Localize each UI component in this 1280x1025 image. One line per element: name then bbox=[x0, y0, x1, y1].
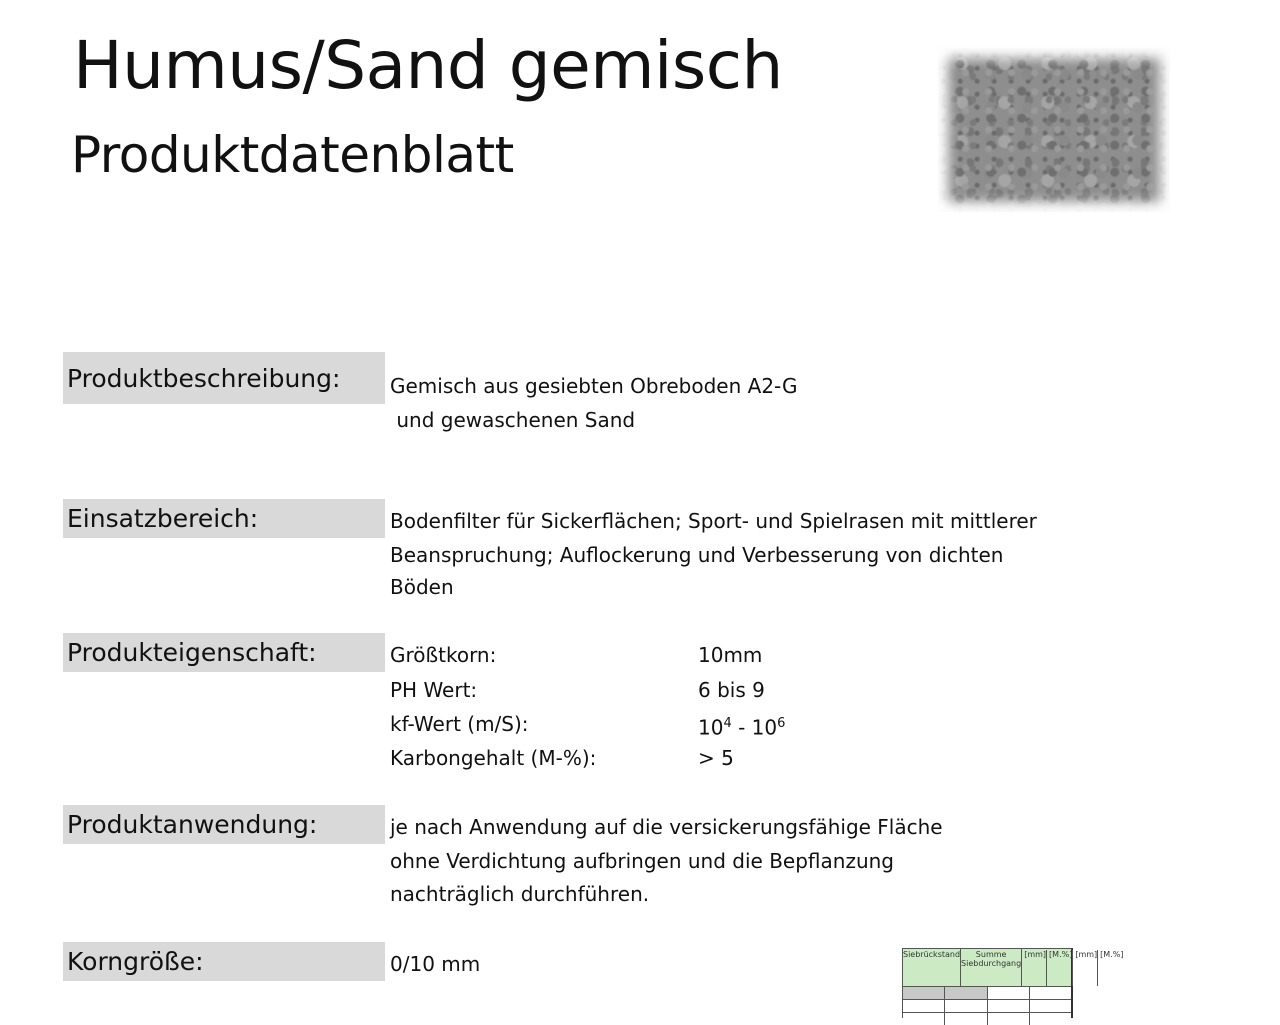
sieve-row bbox=[903, 999, 1071, 1012]
kf-exp-2: 6 bbox=[777, 716, 786, 731]
prop-value-groesstkorn: 10mm bbox=[698, 643, 763, 667]
section-label-eigenschaft: Produkteigenschaft: bbox=[63, 633, 385, 672]
sieve-row bbox=[903, 1012, 1071, 1025]
prop-value-karbon: > 5 bbox=[698, 746, 734, 770]
kf-base: 10 bbox=[698, 715, 724, 740]
sieve-col-rueckstand: Siebrückstand bbox=[903, 949, 961, 986]
beschreibung-line-1: Gemisch aus gesiebten Obreboden A2-G bbox=[390, 374, 798, 398]
section-label-beschreibung: Produktbeschreibung: bbox=[63, 352, 385, 404]
prop-value-kf bbox=[698, 707, 785, 745]
prop-name-kf: kf-Wert (m/S): bbox=[390, 712, 529, 736]
section-label-anwendung: Produktanwendung: bbox=[63, 805, 385, 844]
prop-value-ph: 6 bis 9 bbox=[698, 678, 765, 702]
kf-exp-1: 4 bbox=[723, 716, 732, 731]
anwendung-line-3: nachträglich durchführen. bbox=[390, 882, 650, 906]
product-photo bbox=[938, 48, 1170, 212]
sieve-unit: [mm] bbox=[1022, 950, 1047, 986]
sieve-unit: [M.%] bbox=[1100, 950, 1124, 959]
section-label-einsatz: Einsatzbereich: bbox=[63, 499, 385, 538]
page-subtitle: Produktdatenblatt bbox=[71, 126, 514, 184]
section-label-korngroesse: Korngröße: bbox=[63, 942, 385, 981]
sieve-unit: [mm] bbox=[1073, 950, 1098, 986]
sieve-col-durchgang: Summe Siebdurchgang bbox=[961, 949, 1022, 986]
sieve-row bbox=[903, 986, 1071, 999]
kf-sep: - 10 bbox=[731, 715, 778, 740]
prop-name-ph: PH Wert: bbox=[390, 678, 478, 702]
page-title: Humus/Sand gemisch bbox=[73, 27, 783, 104]
sieve-unit: [M.%] bbox=[1047, 950, 1073, 986]
prop-name-groesstkorn: Größtkorn: bbox=[390, 643, 497, 667]
sieve-table bbox=[902, 948, 1124, 1018]
einsatz-line-3: Böden bbox=[390, 575, 454, 599]
anwendung-line-1: je nach Anwendung auf die versickerungsfähige Fläche bbox=[390, 815, 943, 839]
sieve-table-header bbox=[903, 949, 1124, 986]
sieve-units-row bbox=[1022, 949, 1123, 986]
korngroesse-value: 0/10 mm bbox=[390, 952, 481, 976]
anwendung-line-2: ohne Verdichtung aufbringen und die Bepflanzung bbox=[390, 849, 894, 873]
einsatz-line-1: Bodenfilter für Sickerflächen; Sport- und Spielrasen mit mittlerer bbox=[390, 509, 1037, 533]
beschreibung-line-2: und gewaschenen Sand bbox=[390, 408, 636, 432]
prop-name-karbon: Karbongehalt (M-%): bbox=[390, 746, 597, 770]
einsatz-line-2: Beanspruchung; Auflockerung und Verbesserung von dichten bbox=[390, 543, 1004, 567]
